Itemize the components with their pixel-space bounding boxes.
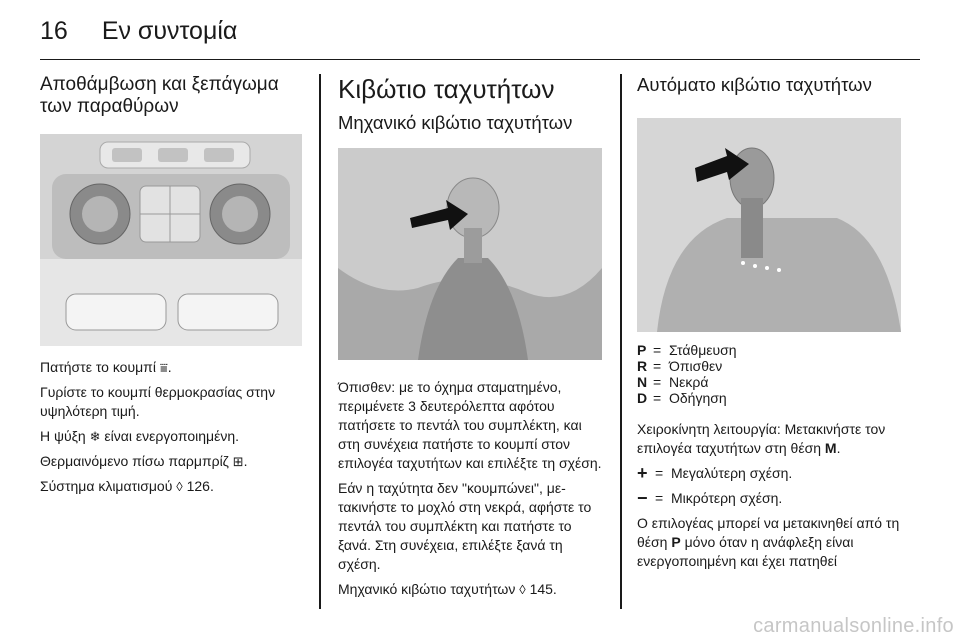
cooling-status-text: είναι ενεργοποιημένη. — [104, 428, 239, 444]
climate-ref-text: Σύστημα κλιματισμού — [40, 478, 173, 494]
selector-note-key: P — [671, 534, 681, 550]
temperature-instruction: Γυρίστε το κουμπί θερμοκρασίας στην υψηλότερη τιμή. — [40, 384, 276, 419]
manual-ref-page[interactable]: 145. — [529, 581, 557, 597]
automatic-gearbox-photo — [637, 118, 901, 332]
gear-position-d: D = Οδήγηση — [637, 390, 727, 406]
subheading-manual: Μηχανικό κιβώτιο ταχυτήτων — [338, 112, 573, 133]
page-ref-icon: ◊ — [176, 479, 183, 494]
manual-ref-text: Μηχανικό κιβώτιο ταχυτήτων — [338, 581, 516, 597]
section-heading-defrost: Αποθάμβωση και ξεπάγωμα των παραθύρων — [40, 74, 279, 117]
gear-position-p: P = Στάθμευση — [637, 342, 737, 358]
cooling-text: Η ψύξη — [40, 428, 86, 444]
page-number: 16 — [40, 17, 68, 45]
reverse-instruction: Όπισθεν: με το όχημα σταματημένο, περιμένετε 3 δευτερόλεπτα αφότου πατήσετε το πεντάλ του συμπλέκτη, και στη συνέχεια πατήστε το κουμπί στον επιλογέα ταχυτήτων και επιλέξτε τη σχέση. — [338, 379, 602, 471]
gear-position-r: R = Όπισθεν — [637, 358, 723, 374]
manual-shifter-illustration — [338, 148, 602, 360]
selector-note-2: μόνο όταν η ανάφλεξη είναι ενεργοποιημένη και έχει πατηθεί — [637, 534, 854, 569]
snowflake-icon: ❄ — [89, 429, 101, 444]
column-defrost: Αποθάμβωση και ξεπάγωμα των παραθύρων Πατήστε το κουμπί ⩸. Γυρίστε το κουμπί θερμοκρασίας στην υψηλότερη τιμή. Η ψύξη ❄ είναι ενεργοποιημένη. Θερμαινόμενο πίσω παρμπρίζ ⊞. Σύστημα κλιματισμού ◊ 126. — [40, 74, 302, 502]
selector-note-1: Ο επιλογέας μπορεί να μετακινηθεί από τη θέση — [637, 515, 900, 550]
automatic-selector-illustration — [637, 118, 901, 332]
rear-window-heat-icon: ⊞ — [232, 454, 244, 469]
rear-window-text: Θερμαινόμενο πίσω παρμπρίζ — [40, 453, 229, 469]
gear-position-n: N = Νεκρά — [637, 374, 709, 390]
gear-positions-list — [637, 342, 905, 406]
manual-mode-key: M — [824, 440, 837, 456]
press-button-text: Πατήστε το κουμπί — [40, 359, 156, 375]
page-header — [40, 14, 920, 60]
climate-panel-illustration — [40, 134, 302, 346]
section-heading-automatic: Αυτόματο κιβώτιο ταχυτήτων — [637, 74, 872, 95]
shift-down-row: − = Μικρότερη σχέση. — [637, 488, 783, 508]
page-ref-icon: ◊ — [519, 582, 526, 597]
column-automatic: Αυτόματο κιβώτιο ταχυτήτων P = Στάθμευση R = Όπισθεν N = Νεκρά D = Οδήγηση Χειροκίνητη λειτουργία: Μετακινήστε τον επιλογέα ταχυτήτων στη θέση M. + = Μεγαλύτερη σχέση. − = Μικρότερη σχέση. Ο επιλογέας μπορεί να μετακινηθεί από τη θέση P μόνο όταν η ανάφλεξη είναι ενεργοποιημένη και έχει πατηθεί — [637, 74, 905, 577]
manual-mode-text: Χειροκίνητη λειτουργία: Μετακινήστε τον επιλογέα ταχυτήτων στη θέση — [637, 421, 886, 456]
watermark: carmanualsonline.info — [753, 615, 954, 637]
climate-control-photo — [40, 134, 302, 346]
manual-gearbox-photo — [338, 148, 602, 360]
windscreen-defrost-icon: ⩸ — [159, 360, 168, 375]
chapter-title: Εν συντομία — [101, 17, 238, 45]
shift-up-row: + = Μεγαλύτερη σχέση. — [637, 463, 793, 483]
section-heading-gearbox: Κιβώτιο ταχυτήτων — [338, 74, 555, 104]
gear-engage-instruction: Εάν η ταχύτητα δεν "κουμπώνει", με- τακινήστε το μοχλό στη νεκρά, αφήστε το πεντάλ του συμπλέκτη και πατήστε το ξανά. Στη συνέχεια, επιλέξτε ξανά τη σχέση. — [338, 480, 592, 572]
plus-icon: + — [637, 463, 648, 483]
column-divider — [319, 74, 321, 609]
climate-ref-page[interactable]: 126. — [186, 478, 214, 494]
column-gearbox — [338, 74, 604, 605]
column-divider — [620, 74, 622, 609]
minus-icon: − — [637, 488, 648, 508]
